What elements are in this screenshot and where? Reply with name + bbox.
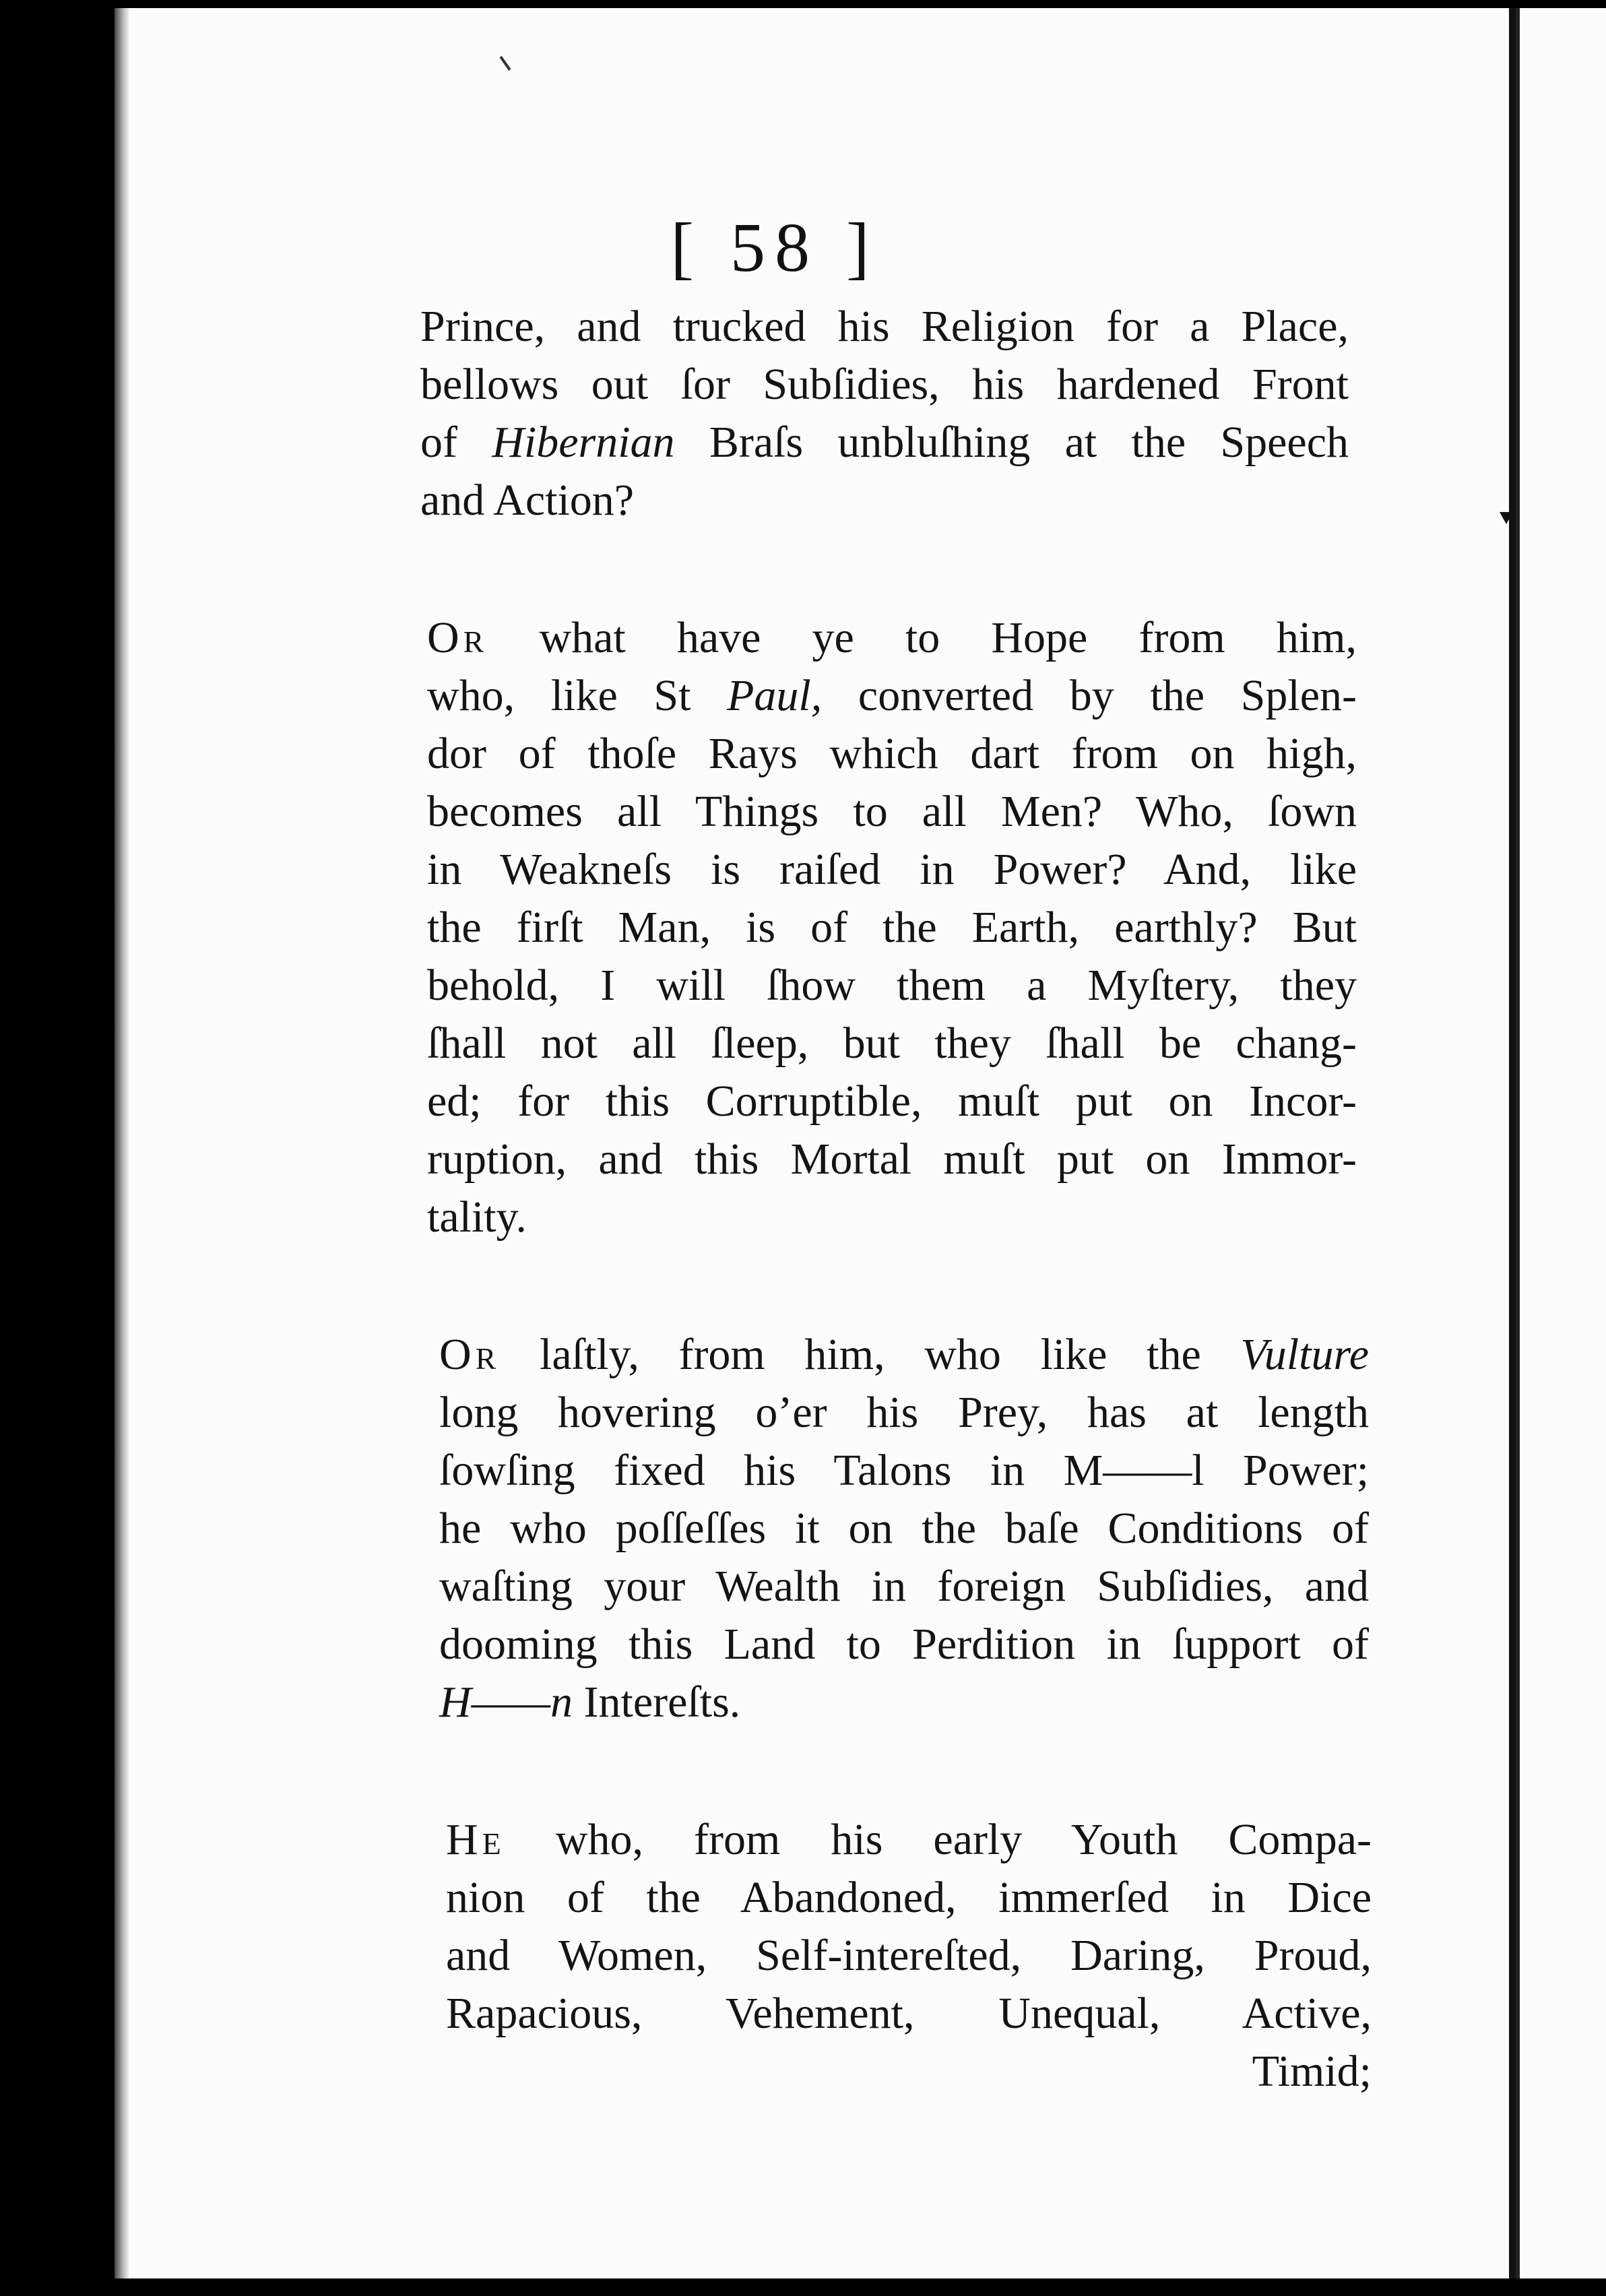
text-line: becomes all Things to all Men? Who, ſown — [427, 787, 1357, 836]
text-line: Prince, and trucked his Religion for a Place, — [420, 302, 1349, 351]
facing-page-edge — [1516, 8, 1606, 2278]
paragraph — [446, 1811, 1372, 2101]
text-line: nion of the Abandoned, immerſed in Dice — [446, 1873, 1372, 1922]
facing-page-border — [1516, 8, 1520, 2278]
text-line: dooming this Land to Perdition in ſupport of — [439, 1620, 1369, 1669]
text-line: ed; for this Corruptible, muſt put on Incor- — [427, 1077, 1357, 1126]
text-line: H——n Intereſts. — [439, 1678, 741, 1727]
text-line: dor of thoſe Rays which dart from on high, — [427, 729, 1357, 778]
text-line: bellows out ſor Subſidies, his hardened Front — [420, 360, 1349, 409]
paragraph — [439, 1326, 1369, 1731]
text-line: ſhall not all ſleep, but they ſhall be chang- — [427, 1019, 1357, 1068]
text-line: Or what have ye to Hope from him, — [427, 613, 1357, 662]
page-gutter-shadow — [115, 8, 129, 2278]
text-line: ruption, and this Mortal muſt put on Immor- — [427, 1135, 1357, 1184]
text-line: behold, I will ſhow them a Myſtery, they — [427, 961, 1357, 1010]
text-line: in Weakneſs is raiſed in Power? And, like — [427, 845, 1357, 894]
text-line: of Hibernian Braſs unbluſhing at the Speech — [420, 418, 1349, 467]
page-number: [ 58 ] — [670, 209, 879, 286]
text-line: and Women, Self-intereſted, Daring, Proud, — [446, 1931, 1372, 1980]
text-line: and Action? — [420, 476, 635, 525]
text-line: ſowſing fixed his Talons in M——l Power; — [439, 1446, 1369, 1495]
text-line: who, like St Paul, converted by the Splen- — [427, 671, 1357, 720]
paragraph — [427, 609, 1357, 1246]
text-line: Or laſtly, from him, who like the Vulture — [439, 1330, 1369, 1379]
text-line: waſting your Wealth in foreign Subſidies, and — [439, 1562, 1369, 1611]
text-line: he who poſſeſſes it on the baſe Conditions of — [439, 1504, 1369, 1553]
text-line: the firſt Man, is of the Earth, earthly? But — [427, 903, 1357, 952]
text-line: He who, from his early Youth Compa- — [446, 1815, 1372, 1864]
paragraph — [420, 298, 1349, 530]
text-line: long hovering o’er his Prey, has at length — [439, 1388, 1369, 1437]
catchword: Timid; — [1252, 2047, 1372, 2096]
text-line: Rapacious, Vehement, Unequal, Active, — [446, 1989, 1372, 2038]
margin-tab-marker — [1500, 512, 1513, 524]
text-line: tality. — [427, 1192, 527, 1242]
